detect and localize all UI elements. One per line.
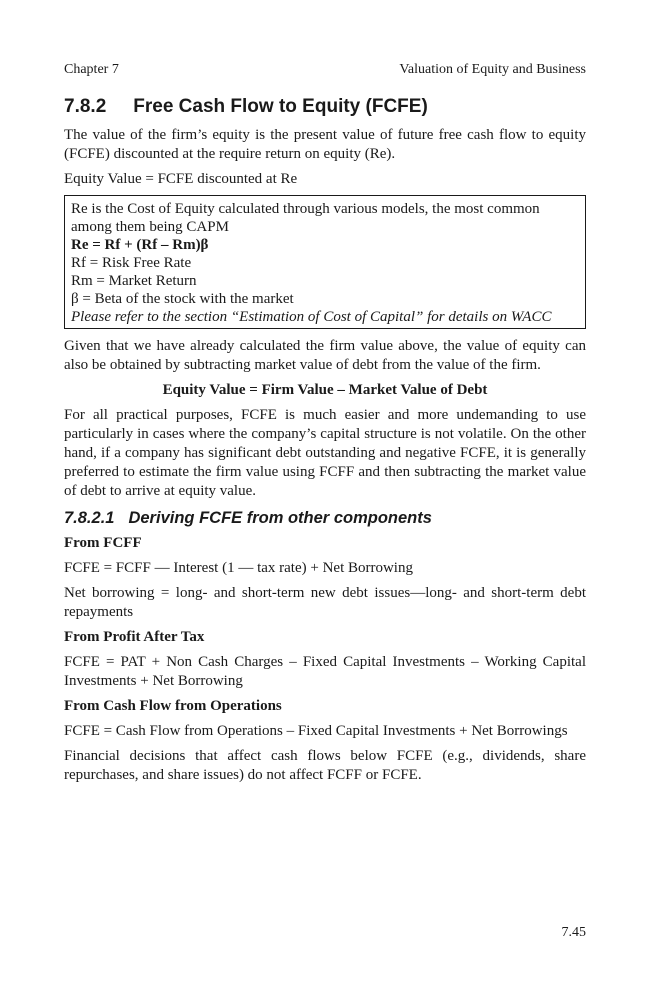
closing-paragraph: Financial decisions that affect cash flows below FCFE (e.g., dividends, share repurchases, and share issues) do not affect FCFF or FCFE. (64, 748, 586, 783)
chapter-title: Valuation of Equity and Business (399, 62, 586, 77)
from-fcff-formula: FCFE = FCFF — Interest (1 — tax rate) + Net Borrowing (64, 560, 413, 576)
chapter-label: Chapter 7 (64, 62, 119, 77)
page-content (64, 96, 586, 791)
page-number: 7.45 (561, 925, 586, 940)
paragraph-practical: For all practical purposes, FCFE is much easier and more undemanding to use particularly in cases where the company’s capital structure is not volatile. On the other hand, if a company has significant debt outstanding and negative FCFE, it is generally preferred to estimate the firm value using FCFF and then subtracting the market value of debt to arrive at equity value. (64, 407, 586, 499)
section-number: 7.8.2 (64, 96, 107, 117)
net-borrowing-definition: Net borrowing = long- and short-term new debt issues—long- and short-term debt repayments (64, 585, 586, 620)
from-cfo-formula: FCFE = Cash Flow from Operations – Fixed Capital Investments + Net Borrowings (64, 723, 568, 739)
beta-definition: β = Beta of the stock with the market (71, 291, 294, 307)
equity-value-line: Equity Value = FCFE discounted at Re (64, 171, 298, 187)
cost-of-equity-box (64, 195, 586, 329)
rm-definition: Rm = Market Return (71, 273, 197, 289)
subsection-title: Deriving FCFE from other components (128, 509, 432, 527)
intro-paragraph: The value of the firm’s equity is the present value of future free cash flow to equity (FCFE) discounted at the require return on equity (Re). (64, 127, 586, 162)
section-heading (64, 96, 586, 118)
from-pat-formula: FCFE = PAT + Non Cash Charges – Fixed Capital Investments – Working Capital Investments + Net Borrowing (64, 654, 586, 689)
box-note: Please refer to the section “Estimation of Cost of Capital” for details on WACC (71, 309, 552, 325)
capm-formula: Re = Rf + (Rf – Rm)β (71, 237, 209, 253)
paragraph-firm-value: Given that we have already calculated the firm value above, the value of equity can also be obtained by subtracting market value of debt from the value of the firm. (64, 338, 586, 373)
box-intro: Re is the Cost of Equity calculated through various models, the most common among them being CAPM (71, 201, 540, 235)
running-header (64, 62, 586, 78)
subsection-heading (64, 509, 586, 528)
from-cfo-label: From Cash Flow from Operations (64, 698, 282, 714)
section-title: Free Cash Flow to Equity (FCFE) (133, 96, 428, 117)
rf-definition: Rf = Risk Free Rate (71, 255, 192, 271)
subsection-number: 7.8.2.1 (64, 509, 115, 527)
from-fcff-label: From FCFF (64, 535, 142, 551)
equity-formula: Equity Value = Firm Value – Market Value of Debt (162, 382, 488, 398)
from-pat-label: From Profit After Tax (64, 629, 205, 645)
